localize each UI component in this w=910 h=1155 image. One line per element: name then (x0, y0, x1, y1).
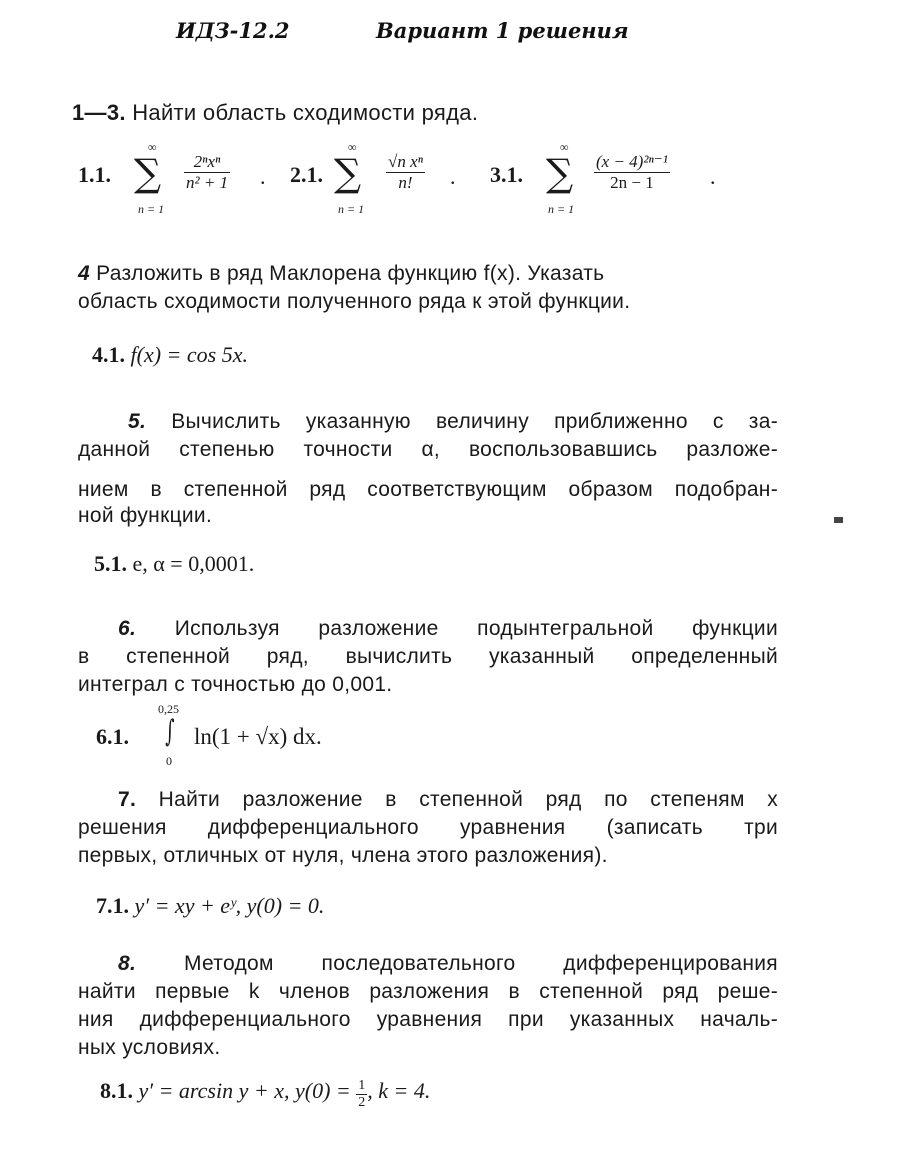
integrand: ln(1 + √x) dx. (194, 724, 322, 749)
task-8-text (78, 952, 778, 1064)
line-text: Разложить в ряд Маклорена функцию f(x). Указать (96, 262, 605, 285)
text-line (78, 816, 778, 844)
initial-value-fraction (356, 1078, 367, 1111)
task-7-text (78, 788, 778, 872)
item-expression: e, α = 0,0001. (132, 551, 255, 576)
line-text: первых, отличных от нуля, члена этого разложения). (78, 844, 608, 867)
text-line (78, 673, 778, 701)
task-number: 4 (78, 262, 90, 285)
text-line (78, 952, 778, 980)
text-line (78, 844, 778, 872)
sum-upper-limit: ∞ (560, 140, 569, 154)
document-code: ИДЗ-12.2 (176, 18, 290, 43)
series-item-2-1 (288, 140, 478, 220)
task-6-text (78, 617, 778, 701)
text-line (78, 262, 778, 290)
denominator: n² + 1 (186, 173, 229, 192)
scan-artifact (834, 517, 843, 523)
integral-upper-limit: 0,25 (158, 702, 179, 716)
numerator: (x − 4)²ⁿ⁻¹ (596, 152, 668, 171)
item-label: 4.1. (92, 342, 125, 367)
text-line (78, 438, 778, 478)
text-line (78, 980, 778, 1008)
item-6-1 (94, 700, 394, 770)
text-line (78, 504, 778, 532)
item-expression: f(x) = cos 5x. (130, 342, 248, 367)
denominator: 2 (358, 1095, 366, 1110)
item-8-1 (100, 1078, 430, 1128)
series-fraction (594, 152, 670, 193)
item-label: 6.1. (96, 724, 129, 749)
period: . (450, 164, 456, 189)
period: . (710, 164, 716, 189)
line-text: ных условиях. (78, 1036, 221, 1059)
item-5-1 (94, 551, 254, 577)
numerator: √n xⁿ (388, 152, 423, 171)
line-text: область сходимости полученного ряда к этой функции. (78, 290, 631, 313)
numerator: 2ⁿxⁿ (184, 152, 230, 173)
task-number: 5. (128, 410, 147, 433)
document-variant: Вариант 1 решения (376, 18, 629, 43)
text-line (78, 1008, 778, 1036)
item-expression-end: , k = 4. (367, 1078, 431, 1103)
item-label: 2.1. (290, 162, 323, 187)
denominator: 2n − 1 (610, 173, 654, 192)
line-text: найти первые k членов разложения в степенной ряд реше- (78, 980, 778, 1003)
series-item-3-1 (488, 140, 728, 220)
task-number: 7. (118, 788, 137, 811)
line-content (78, 262, 604, 290)
text-line (78, 617, 778, 645)
period: . (260, 164, 266, 189)
sum-upper-limit: ∞ (148, 140, 157, 154)
denominator: n! (398, 173, 413, 192)
sigma-symbol: ∑ (134, 151, 162, 195)
item-expression: y′ = xy + eʸ, y(0) = 0. (134, 893, 325, 918)
text-line (78, 410, 778, 438)
numerator: 1 (358, 1078, 366, 1093)
line-text: Используя разложение подынтегральной функции (174, 617, 778, 640)
line-text: ной функции. (78, 504, 213, 527)
series-fraction (184, 152, 230, 193)
integral-lower-limit: 0 (166, 754, 172, 768)
series-item-1-1 (74, 140, 304, 220)
task-4-text (78, 262, 778, 318)
line-text: Методом последовательного дифференцирования (183, 952, 778, 975)
item-7-1 (96, 893, 324, 919)
integral-symbol: ∫ (165, 714, 175, 749)
line-text: нием в степенной ряд соответствующим образом подобран- (78, 478, 778, 501)
sigma-symbol: ∑ (546, 151, 574, 195)
item-expression: y′ = arcsin y + x, y(0) = (138, 1078, 351, 1103)
line-text: ния дифференциального уравнения при указанных началь- (78, 1008, 778, 1031)
text-line (78, 478, 778, 504)
task-5-text (78, 410, 778, 532)
sum-upper-limit: ∞ (348, 140, 357, 154)
line-text: решения дифференциального уравнения (записать три (78, 816, 778, 839)
line-text: данной степенью точности α, воспользовавшись разложе- (78, 438, 778, 461)
text-line (78, 1036, 778, 1064)
item-label: 1.1. (78, 162, 111, 187)
sum-lower-limit: n = 1 (338, 202, 365, 216)
item-label: 7.1. (96, 893, 129, 918)
item-label: 5.1. (94, 551, 127, 576)
sum-lower-limit: n = 1 (548, 202, 575, 216)
sum-lower-limit: n = 1 (138, 202, 165, 216)
text-line (78, 290, 778, 318)
item-4-1 (92, 342, 248, 368)
task-number: 8. (118, 952, 137, 975)
text-line (78, 645, 778, 673)
task-text: Найти область сходимости ряда. (132, 100, 479, 125)
line-text: Найти разложение в степенной ряд по степеням x (158, 788, 778, 811)
text-line (78, 788, 778, 816)
item-label: 3.1. (490, 162, 523, 187)
line-text: интеграл с точностью до 0,001. (78, 673, 393, 696)
series-fraction (386, 152, 425, 193)
item-label: 8.1. (100, 1078, 133, 1103)
task-number: 1—3. (72, 100, 126, 125)
sigma-symbol: ∑ (334, 151, 362, 195)
task-number: 6. (118, 617, 137, 640)
task-1-3-heading (72, 100, 478, 126)
line-text: Вычислить указанную величину приближенно с за- (171, 410, 778, 433)
line-text: в степенной ряд, вычислить указанный определенный (78, 645, 778, 668)
